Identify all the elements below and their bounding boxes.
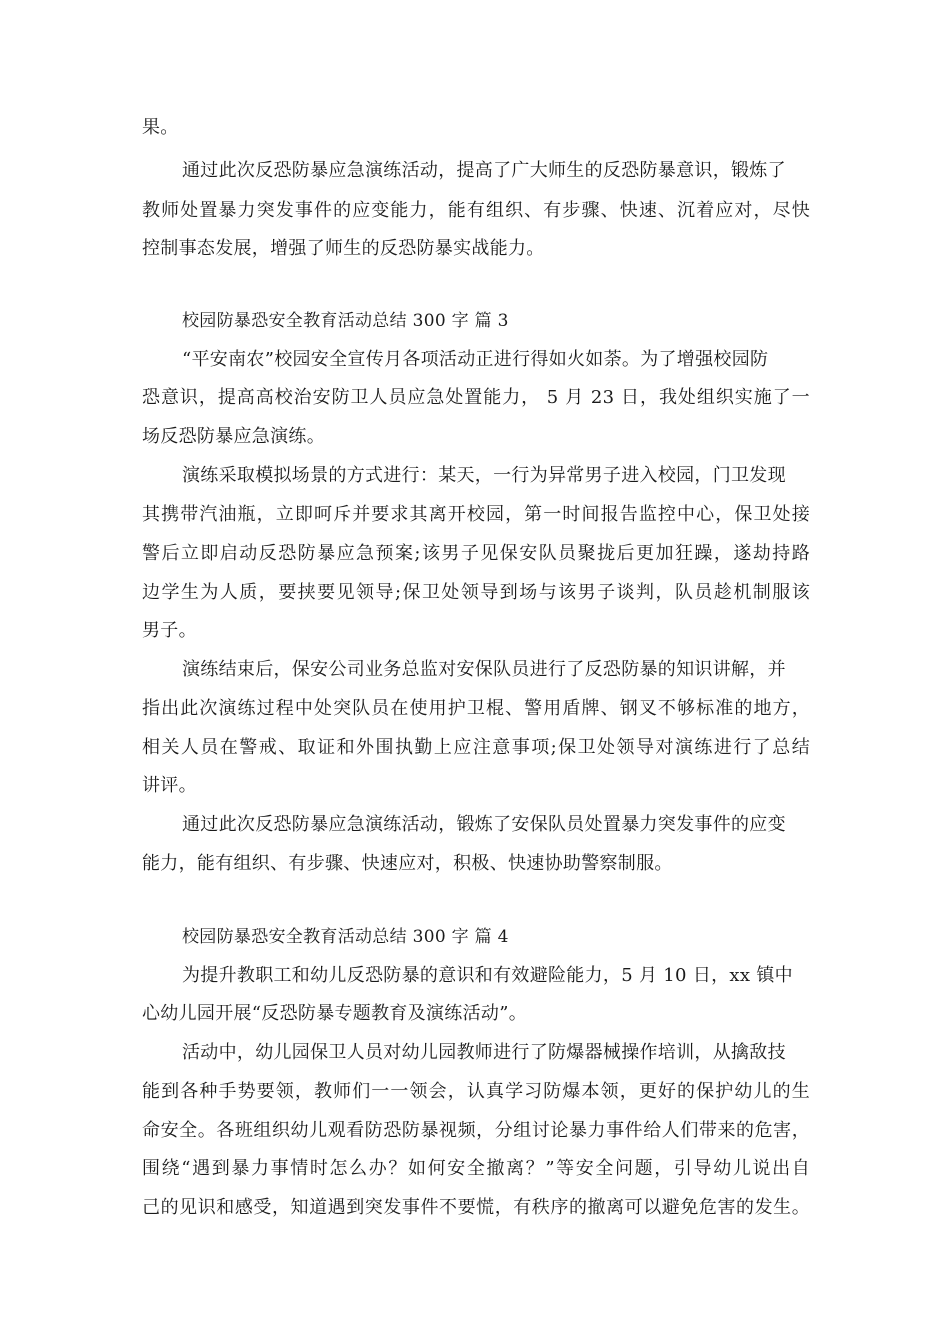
text-line: 控制事态发展，增强了师生的反恐防暴实战能力。	[142, 238, 545, 259]
text-line: 命安全。各班组织幼儿观看防恐防暴视频，分组讨论暴力事件给人们带来的危害，	[142, 1120, 810, 1141]
text-line: 警后立即启动反恐防暴应急预案;该男子见保安队员聚拢后更加狂躁，遂劫持路	[142, 543, 810, 564]
text-line: 场反恐防暴应急演练。	[142, 426, 325, 447]
text-line: 相关人员在警戒、取证和外围执勤上应注意事项;保卫处领导对演练进行了总结	[142, 737, 810, 758]
paragraph-first-line: 活动中，幼儿园保卫人员对幼儿园教师进行了防爆器械操作培训，从擒敌技	[182, 1042, 786, 1063]
text-line: 围绕“遇到暴力事情时怎么办？如何安全撤离？”等安全问题，引导幼儿说出自	[142, 1158, 810, 1179]
paragraph-first-line: 演练结束后，保安公司业务总监对安保队员进行了反恐防暴的知识讲解，并	[182, 659, 786, 680]
text-line: 己的见识和感受，知道遇到突发事件不要慌，有秩序的撤离可以避免危害的发生。	[142, 1197, 810, 1218]
paragraph-first-line: 演练采取模拟场景的方式进行：某天，一行为异常男子进入校园，门卫发现	[182, 465, 786, 486]
text-line: 恐意识，提高高校治安防卫人员应急处置能力， 5 月 23 日，我处组织实施了一	[142, 387, 810, 408]
section-heading: 校园防暴恐安全教育活动总结 300 字 篇 3	[182, 311, 509, 331]
text-line: 能到各种手势要领，教师们一一领会，认真学习防爆本领，更好的保护幼儿的生	[142, 1081, 810, 1102]
paragraph-first-line: “平安南农”校园安全宣传月各项活动正进行得如火如荼。为了增强校园防	[182, 349, 769, 370]
text-line: 指出此次演练过程中处突队员在使用护卫棍、警用盾牌、钢叉不够标准的地方，	[142, 698, 810, 719]
text-line: 心幼儿园开展“反恐防暴专题教育及演练活动”。	[142, 1003, 528, 1024]
paragraph-first-line: 为提升教职工和幼儿反恐防暴的意识和有效避险能力，5 月 10 日，xx 镇中	[182, 965, 793, 986]
text-line: 能力，能有组织、有步骤、快速应对，积极、快速协助警察制服。	[142, 853, 673, 874]
text-line: 边学生为人质，要挟要见领导;保卫处领导到场与该男子谈判，队员趁机制服该	[142, 582, 810, 603]
text-line: 讲评。	[142, 775, 197, 796]
section-heading: 校园防暴恐安全教育活动总结 300 字 篇 4	[182, 927, 509, 947]
text-line: 男子。	[142, 620, 197, 641]
text-line: 果。	[142, 117, 179, 138]
paragraph-first-line: 通过此次反恐防暴应急演练活动，锻炼了安保队员处置暴力突发事件的应变	[182, 814, 786, 835]
paragraph-first-line: 通过此次反恐防暴应急演练活动，提高了广大师生的反恐防暴意识，锻炼了	[182, 160, 786, 181]
text-line: 其携带汽油瓶，立即呵斥并要求其离开校园，第一时间报告监控中心，保卫处接	[142, 504, 810, 525]
text-line: 教师处置暴力突发事件的应变能力，能有组织、有步骤、快速、沉着应对，尽快	[142, 200, 810, 221]
